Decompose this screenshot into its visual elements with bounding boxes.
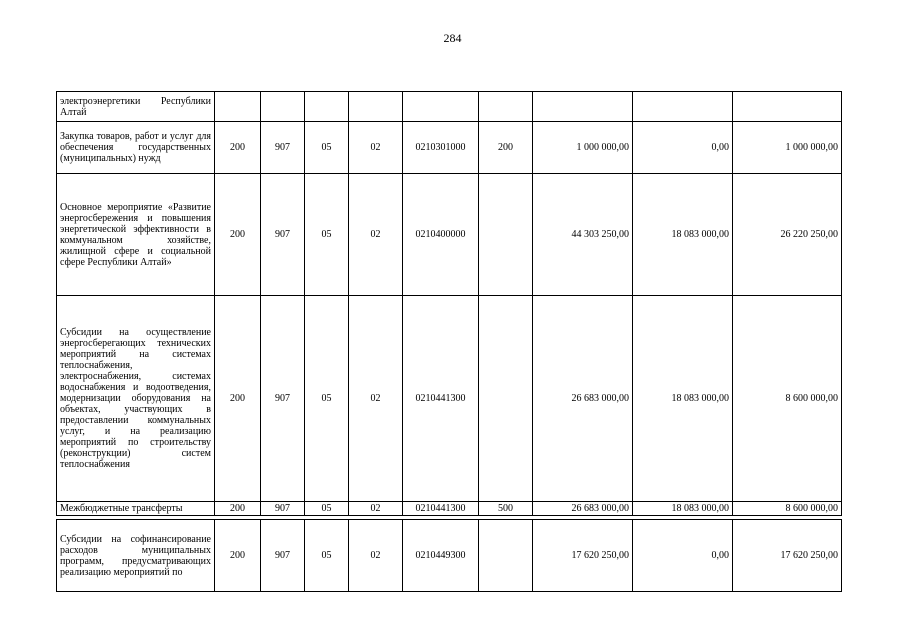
row-subsection: 05 (305, 296, 349, 502)
row-expense: 0210441300 (403, 296, 479, 502)
row-target: 02 (349, 122, 403, 174)
row-target: 02 (349, 520, 403, 592)
row-amount-fed: 0,00 (633, 122, 733, 174)
row-section: 907 (261, 122, 305, 174)
row-section (261, 92, 305, 122)
row-expense: 0210301000 (403, 122, 479, 174)
row-code-type: 200 (479, 122, 533, 174)
row-amount-total: 44 303 250,00 (533, 174, 633, 296)
row-section: 907 (261, 174, 305, 296)
row-target (349, 92, 403, 122)
row-subsection (305, 92, 349, 122)
table-row (57, 174, 842, 296)
table-row (57, 122, 842, 174)
row-admin: 200 (215, 174, 261, 296)
row-subsection: 05 (305, 502, 349, 516)
row-code-type: 500 (479, 502, 533, 516)
row-amount-fed: 18 083 000,00 (633, 296, 733, 502)
row-amount-reg: 8 600 000,00 (733, 296, 842, 502)
row-amount-total: 26 683 000,00 (533, 502, 633, 516)
budget-table (56, 91, 842, 592)
row-target: 02 (349, 174, 403, 296)
row-name: Субсидии на софинансирование расходов муниципальных программ, предусматривающих реализацию мероприятий по (57, 520, 215, 592)
row-amount-reg: 26 220 250,00 (733, 174, 842, 296)
row-amount-reg: 1 000 000,00 (733, 122, 842, 174)
row-section: 907 (261, 502, 305, 516)
row-amount-total: 26 683 000,00 (533, 296, 633, 502)
row-expense (403, 92, 479, 122)
row-amount-fed (633, 92, 733, 122)
row-subsection: 05 (305, 520, 349, 592)
row-expense: 0210441300 (403, 502, 479, 516)
row-name: Закупка товаров, работ и услуг для обеспечения государственных (муниципальных) нужд (57, 122, 215, 174)
row-subsection: 05 (305, 122, 349, 174)
table-row (57, 502, 842, 516)
row-admin: 200 (215, 520, 261, 592)
row-amount-reg (733, 92, 842, 122)
row-target: 02 (349, 502, 403, 516)
row-amount-fed: 0,00 (633, 520, 733, 592)
row-code-type (479, 174, 533, 296)
row-admin: 200 (215, 296, 261, 502)
row-amount-fed: 18 083 000,00 (633, 502, 733, 516)
row-admin: 200 (215, 122, 261, 174)
row-amount-reg: 17 620 250,00 (733, 520, 842, 592)
row-amount-reg: 8 600 000,00 (733, 502, 842, 516)
row-name: Основное мероприятие «Развитие энергосбережения и повышения энергетической эффективности в коммунальном хозяйстве, жилищной сфере и социальной сфере Республики Алтай» (57, 174, 215, 296)
row-subsection: 05 (305, 174, 349, 296)
row-admin (215, 92, 261, 122)
page-number: 284 (443, 31, 462, 45)
row-section: 907 (261, 296, 305, 502)
row-section: 907 (261, 520, 305, 592)
row-name: Межбюджетные трансферты (57, 502, 215, 516)
row-amount-fed: 18 083 000,00 (633, 174, 733, 296)
table-row (57, 92, 842, 122)
row-amount-total: 17 620 250,00 (533, 520, 633, 592)
row-amount-total: 1 000 000,00 (533, 122, 633, 174)
row-name: Субсидии на осуществление энергосберегающих технических мероприятий на системах теплоснабжения, электроснабжения, системах водоснабжения и водоотведения, модернизации оборудования на объектах, участвующих в предоставлении коммунальных услуг, и на реализацию мероприятий по строительству (реконструкции) систем теплоснабжения (57, 296, 215, 502)
row-code-type (479, 520, 533, 592)
row-amount-total (533, 92, 633, 122)
table-row (57, 520, 842, 592)
row-code-type (479, 92, 533, 122)
row-admin: 200 (215, 502, 261, 516)
row-expense: 0210400000 (403, 174, 479, 296)
table-row (57, 296, 842, 502)
row-name: электроэнергетики Республики Алтай (57, 92, 215, 122)
row-code-type (479, 296, 533, 502)
row-target: 02 (349, 296, 403, 502)
row-expense: 0210449300 (403, 520, 479, 592)
